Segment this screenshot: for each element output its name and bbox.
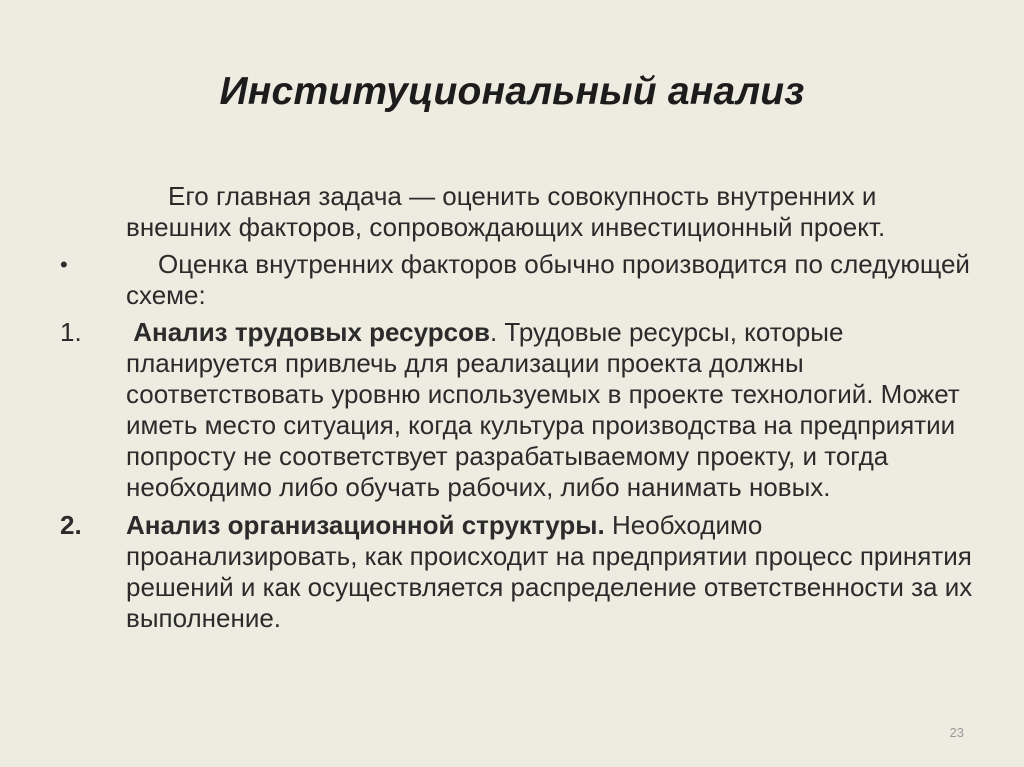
list-item-2-heading: Анализ организационной структуры. (126, 510, 605, 540)
bullet-marker: • (60, 252, 68, 277)
list-number-2: 2. (60, 510, 82, 540)
slide-content (60, 181, 980, 634)
list-item-2-text: Необходимо проанализировать, как происходит на предприятии процесс принятия решений и как осуществляется распределение ответственности за их выполнение. (126, 510, 973, 633)
list-item-1-body (126, 317, 980, 503)
list-item-2-body (126, 510, 980, 634)
list-number-1: 1. (60, 317, 82, 347)
list-item-1-heading: Анализ трудовых ресурсов (133, 317, 490, 347)
list-item-2 (60, 510, 980, 634)
bullet-text: Оценка внутренних факторов обычно производится по следующей схеме: (126, 249, 970, 310)
slide-title: Институциональный анализ (219, 70, 805, 113)
intro-paragraph: Его главная задача — оценить совокупность внутренних и внешних факторов, сопровождающих инвестиционный проект. (126, 181, 886, 242)
bullet-item (60, 249, 980, 311)
list-item-1-text: . Трудовые ресурсы, которые планируется привлечь для реализации проекта должны соответствовать уровню используемых в проекте технологий. Может иметь место ситуация, когда культура производства на предприятии попросту не соответствует разрабатываемому проекту, и тогда необходимо либо обучать рабочих, либо нанимать новых. (126, 317, 960, 502)
list-item-1 (60, 317, 980, 503)
page-number: 23 (949, 725, 964, 740)
